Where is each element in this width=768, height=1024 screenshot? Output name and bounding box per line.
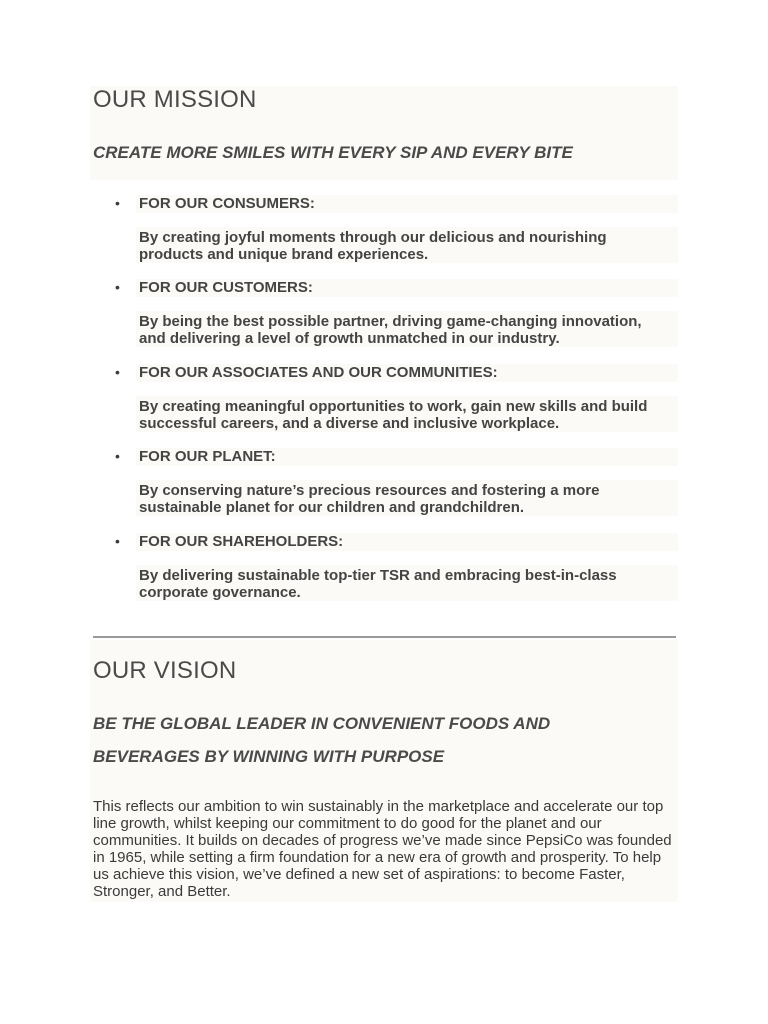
bullet-icon: • <box>115 533 120 549</box>
mission-item-heading: FOR OUR CUSTOMERS: <box>139 279 313 296</box>
mission-item-heading: FOR OUR CONSUMERS: <box>139 195 315 212</box>
vision-paragraph: This reflects our ambition to win sustainably in the marketplace and accelerate our top line growth, whilst keeping our commitment to do good for the planet and our communities. It builds on decades of progress we’ve made since PepsiCo was founded in 1965, while setting a firm foundation for a new era of growth and prosperity. To help us achieve this vision, we’ve defined a new set of aspirations: to become Faster, Stronger, and Better. <box>93 798 672 900</box>
bullet-icon: • <box>115 448 120 464</box>
mission-item-body: By creating meaningful opportunities to work, gain new skills and build successful careers, and a diverse and inclusive workplace. <box>139 398 648 432</box>
mission-item-body: By being the best possible partner, driving game-changing innovation, and delivering a level of growth unmatched in our industry. <box>139 313 642 347</box>
vision-title: OUR VISION <box>93 657 237 684</box>
mission-item-body: By delivering sustainable top-tier TSR and embracing best-in-class corporate governance. <box>139 567 617 601</box>
mission-title: OUR MISSION <box>93 86 257 113</box>
bullet-icon: • <box>115 279 120 295</box>
vision-tagline-line-2: BEVERAGES BY WINNING WITH PURPOSE <box>93 747 445 766</box>
vision-tagline-line-1: BE THE GLOBAL LEADER IN CONVENIENT FOODS AND <box>93 714 551 733</box>
mission-item-body: By creating joyful moments through our delicious and nourishing products and unique brand experiences. <box>139 229 607 263</box>
mission-tagline: CREATE MORE SMILES WITH EVERY SIP AND EVERY BITE <box>93 143 573 162</box>
bullet-icon: • <box>115 195 120 211</box>
section-divider <box>93 636 676 638</box>
bullet-icon: • <box>115 364 120 380</box>
mission-item-body: By conserving nature’s precious resources and fostering a more sustainable planet for our children and grandchildren. <box>139 482 600 516</box>
mission-item-heading: FOR OUR ASSOCIATES AND OUR COMMUNITIES: <box>139 364 498 381</box>
mission-item-heading: FOR OUR PLANET: <box>139 448 276 465</box>
mission-item-heading: FOR OUR SHAREHOLDERS: <box>139 533 344 550</box>
